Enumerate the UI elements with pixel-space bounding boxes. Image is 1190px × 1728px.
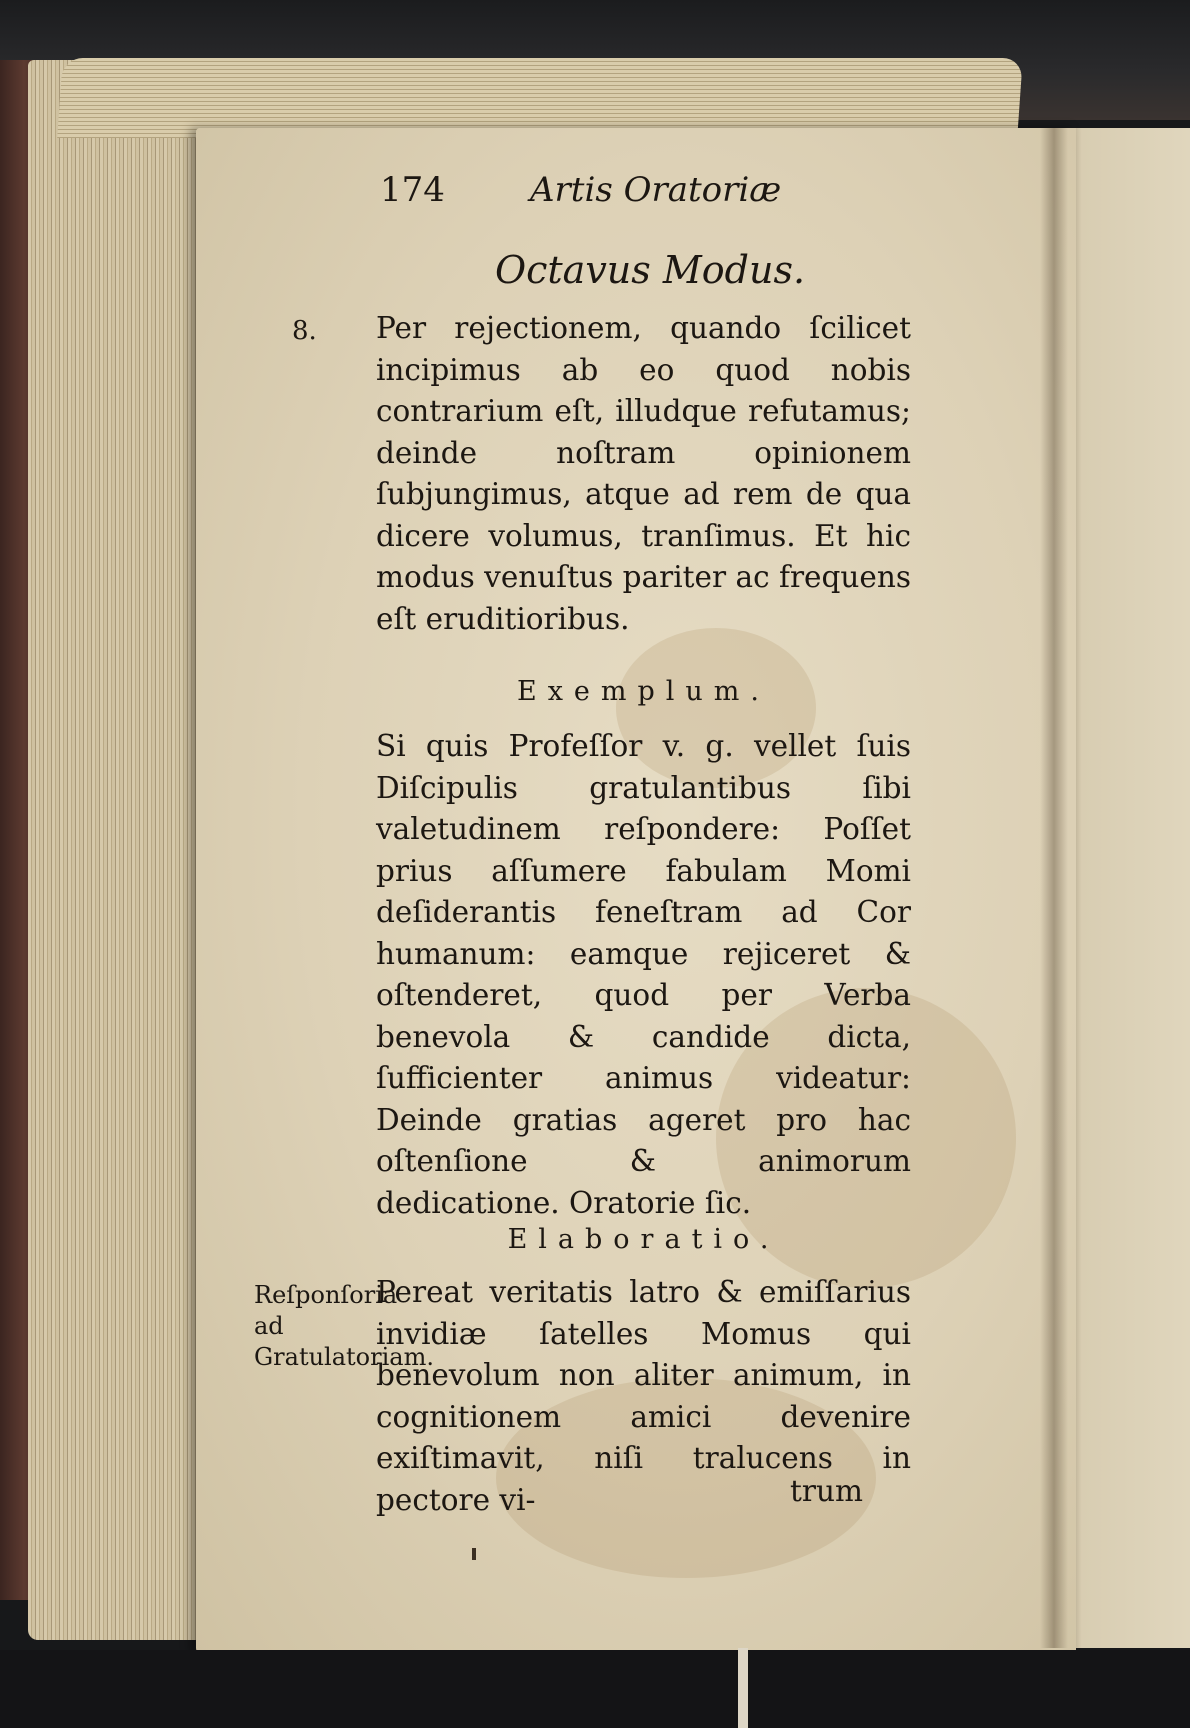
page-number: 174 [380,170,445,210]
elaboratio-heading: Elaboratio. [507,1224,780,1255]
paragraph-example: Si quis Profeſſor v. g. vellet ſuis Diſcipulis gratulantibus ſibi valetudinem reſpondere: Poſſet prius aſſumere fabulam Momi deſiderantis feneſtram ad Cor humanum: eamque rejiceret & oſtenderet, quod per Verba benevola & candide dicta, ſufficienter animus videatur: Deinde gratias ageret pro hac oſtenſione & animorum dedicatione. Oratorie ſic. [376,729,911,1220]
bookmark-ribbon [738,1648,748,1728]
facing-page [1058,128,1190,1648]
section-marker: 8. [292,316,317,346]
margin-note: Reſponſoria ad Gratulatoriam. [254,1281,434,1371]
catchword: trum [790,1474,863,1508]
gutter-shadow [1040,128,1068,1648]
ink-mark [472,1548,476,1560]
paragraph-elaboration: Pereat veritatis latro & emiſſarius invidiæ ſatelles Momus qui benevolum non aliter animum, in cognitionem amici devenire exiſtimavit, niſi tralucens in pectore vi- [376,1275,911,1517]
page-top-edges [57,58,1023,138]
paragraph-rejection: Per rejectionem, quando ſcilicet incipimus ab eo quod nobis contrarium eſt, illudque refutamus; deinde noſtram opinionem ſubjungimus, atque ad rem de qua dicere volumus, tranſimus. Et hic modus venuſtus pariter ac frequens eſt eruditioribus. [376,311,911,636]
running-title: Artis Oratoriæ [530,170,782,210]
bottom-shadow [0,1650,1190,1728]
exemplum-heading: Exemplum. [516,676,770,707]
section-heading: Octavus Modus. [494,248,806,292]
